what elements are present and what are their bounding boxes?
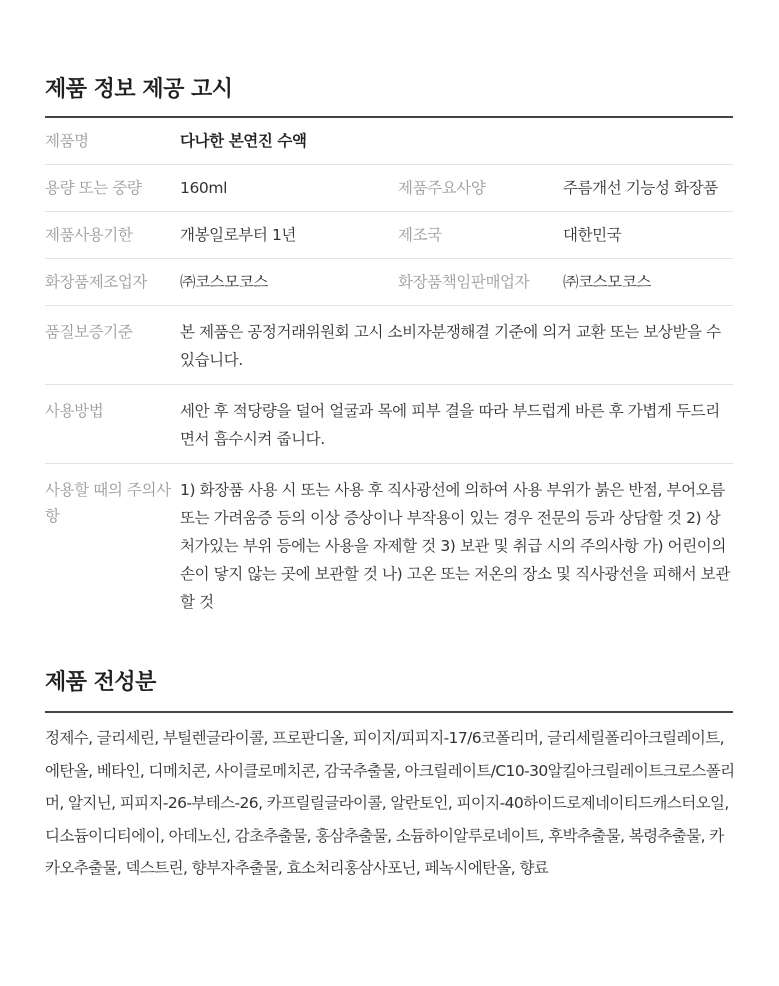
info-label: 품질보증기준 [45,323,133,341]
info-row-manufacturer [45,259,733,306]
info-label: 사용방법 [45,402,104,420]
info-label: 제품사용기한 [45,226,133,244]
ingredients-divider [45,711,733,713]
product-info-table [45,118,733,626]
info-row-quality-guarantee [45,306,733,385]
ingredients-title: 제품 전성분 [45,670,156,695]
info-value: 주름개선 기능성 화장품 [563,179,718,197]
info-row-product-name [45,118,733,165]
info-label: 사용할 때의 주의사항 [45,481,171,525]
info-label: 제조국 [398,226,442,244]
info-value: ㈜코스모코스 [180,273,268,291]
info-label: 화장품제조업자 [45,273,148,291]
info-label: 제품주요사양 [398,179,486,197]
info-value: 세안 후 적당량을 덜어 얼굴과 목에 피부 결을 따라 부드럽게 바른 후 가볍게 두드리면서 흡수시켜 줍니다. [180,402,720,448]
info-value: 1) 화장품 사용 시 또는 사용 후 직사광선에 의하여 사용 부위가 붉은 반점, 부어오름 또는 가려움증 등의 이상 증상이나 부작용이 있는 경우 전문의 등과 상담할 것 2) 상처가있는 부위 등에는 사용을 자제할 것 3) 보관 및 취급 시의 주의사항 가) 어린이의 손이 닿지 않는 곳에 보관할 것 나) 고온 또는 저온의 장소 및 직사광선을 피해서 보관할 것 [180,481,730,611]
ingredients-list: 정제수, 글리세린, 부틸렌글라이콜, 프로판디올, 피이지/피피지-17/6코폴리머, 글리세릴폴리아크릴레이트, 에탄올, 베타인, 디메치콘, 사이클로메치콘, 감국추출물, 아크릴레이트/C10-30알킬아크릴레이트크로스폴리머, 알지닌, 피피지-26-부테스-26, 카프릴릴글라이콜, 알란토인, 피이지-40하이드로제네이티드캐스터오일, 디소듐이디티에이, 아데노신, 감초추출물, 홍삼추출물, 소듐하이알루로네이트, 후박추출물, 복령추출물, 카카오추출물, 덱스트린, 향부자추출물, 효소처리홍삼사포닌, 페녹시에탄올, 향료 [45,729,735,877]
info-row-precautions [45,464,733,626]
info-value: 160ml [180,179,227,197]
info-value: 다나한 본연진 수액 [180,132,307,150]
info-value: ㈜코스모코스 [563,273,651,291]
info-value: 본 제품은 공정거래위원회 고시 소비자분쟁해결 기준에 의거 교환 또는 보상받을 수 있습니다. [180,323,721,369]
info-label: 용량 또는 중량 [45,179,142,197]
product-info-title: 제품 정보 제공 고시 [45,77,233,102]
info-value: 개봉일로부터 1년 [180,226,297,244]
info-value: 대한민국 [563,226,622,244]
info-label: 화장품책임판매업자 [398,273,530,291]
info-label: 제품명 [45,132,89,150]
info-row-usage [45,385,733,464]
info-row-expiry [45,212,733,259]
info-row-volume [45,165,733,212]
